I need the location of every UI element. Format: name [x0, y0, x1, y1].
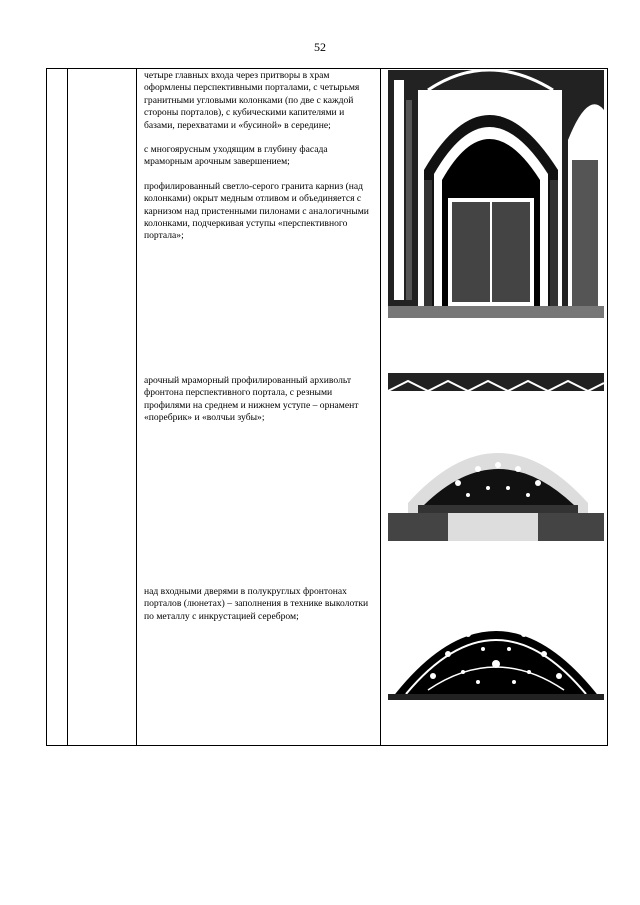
paragraph-archivolt: арочный мраморный профилированный архивольт фронтона перспективного портала, с резными профилями на среднем и нижнем уступе – орнамент «поребрик» и «волчьи зубы»; — [144, 375, 359, 424]
lunette-photo — [388, 594, 604, 704]
paragraph-cornice: профилированный светло-серого гранита карниз (над колонками) окрыт медным отливом и объединяется с карнизом над пристенными пилонами с аналогичными колонками, подчеркивая уступы «перспективного портала»; — [144, 180, 369, 242]
page-number: 52 — [314, 40, 326, 54]
portal-entrance-photo — [388, 70, 604, 318]
description-row-1 — [144, 70, 374, 255]
archivolt-photo — [388, 373, 604, 541]
paragraph-portals: четыре главных входа через притворы в храм оформлены перспективными порталами, с четырьмя гранитными угловыми колонками (по две с каждой стороны порталов), с кубическими капителями и базами, перехватами и «бусиной» в середине; — [144, 70, 360, 131]
column-divider — [136, 69, 137, 745]
description-row-3 — [144, 586, 374, 635]
description-row-2 — [144, 375, 374, 437]
paragraph-arch-completion: с многоярусным уходящим в глубину фасада мраморным арочным завершением; — [144, 144, 328, 168]
paragraph-lunette: над входными дверями в полукруглых фронтонах порталов (люнетах) – заполнения в технике выколотки по металлу с инкрустацией серебром; — [144, 586, 369, 622]
column-divider — [380, 69, 381, 745]
column-divider — [67, 69, 68, 745]
